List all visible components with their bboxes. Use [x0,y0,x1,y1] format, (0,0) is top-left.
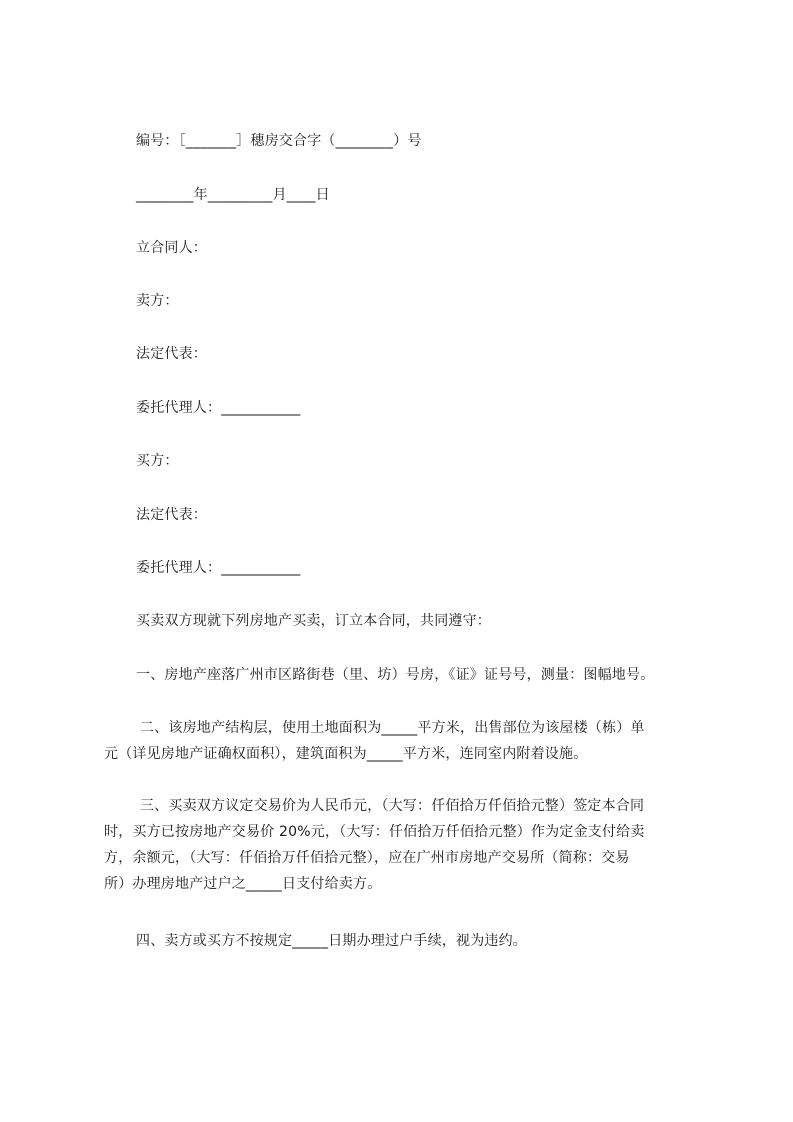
buyer-label: 买方： [136,453,179,469]
seller-agent: 委托代理人：___________ [136,400,301,416]
date-line: ________年_________月____日 [136,187,330,203]
clause-3-line-1: 三、买卖双方议定交易价为人民币元，（大写：仟佰拾万仟佰拾元整）签定本合同 [140,798,645,814]
clause-2-line-1: 二、该房地产结构层，使用土地面积为_____平方米，出售部位为该屋楼（栋）单 [140,720,645,736]
clause-1: 一、房地产座落广州市区路街巷（里、坊）号房，《证》证号号，测量：图幅地号。 [136,667,655,683]
seller-legal-representative: 法定代表： [136,346,207,362]
seller-label: 卖方： [136,293,179,309]
clause-2-line-2: 元（详见房地产证确权面积），建筑面积为_____平方米，连同室内附着设施。 [104,746,588,762]
clause-3-line-4: 所）办理房地产过户之_____日支付给卖方。 [104,876,382,892]
clause-3-line-3: 方，余额元，（大写：仟佰拾万仟佰拾元整），应在广州市房地产交易所（简称：交易 [104,850,630,866]
clause-3 [104,793,704,897]
parties-heading: 立合同人： [136,240,207,256]
clause-2 [104,715,704,767]
contract-intro: 买卖双方现就下列房地产买卖，订立本合同，共同遵守： [136,613,491,629]
buyer-agent: 委托代理人：___________ [136,560,301,576]
buyer-legal-representative: 法定代表： [136,507,207,523]
clause-3-line-2: 时，买方已按房地产交易价 20%元，（大写：仟佰拾万仟佰拾元整）作为定金支付给卖 [104,824,645,840]
clause-4: 四、卖方或买方不按规定_____日期办理过户手续，视为违约。 [136,933,527,949]
contract-number-line: 编号：［_______］穗房交合字（________）号 [136,133,422,149]
